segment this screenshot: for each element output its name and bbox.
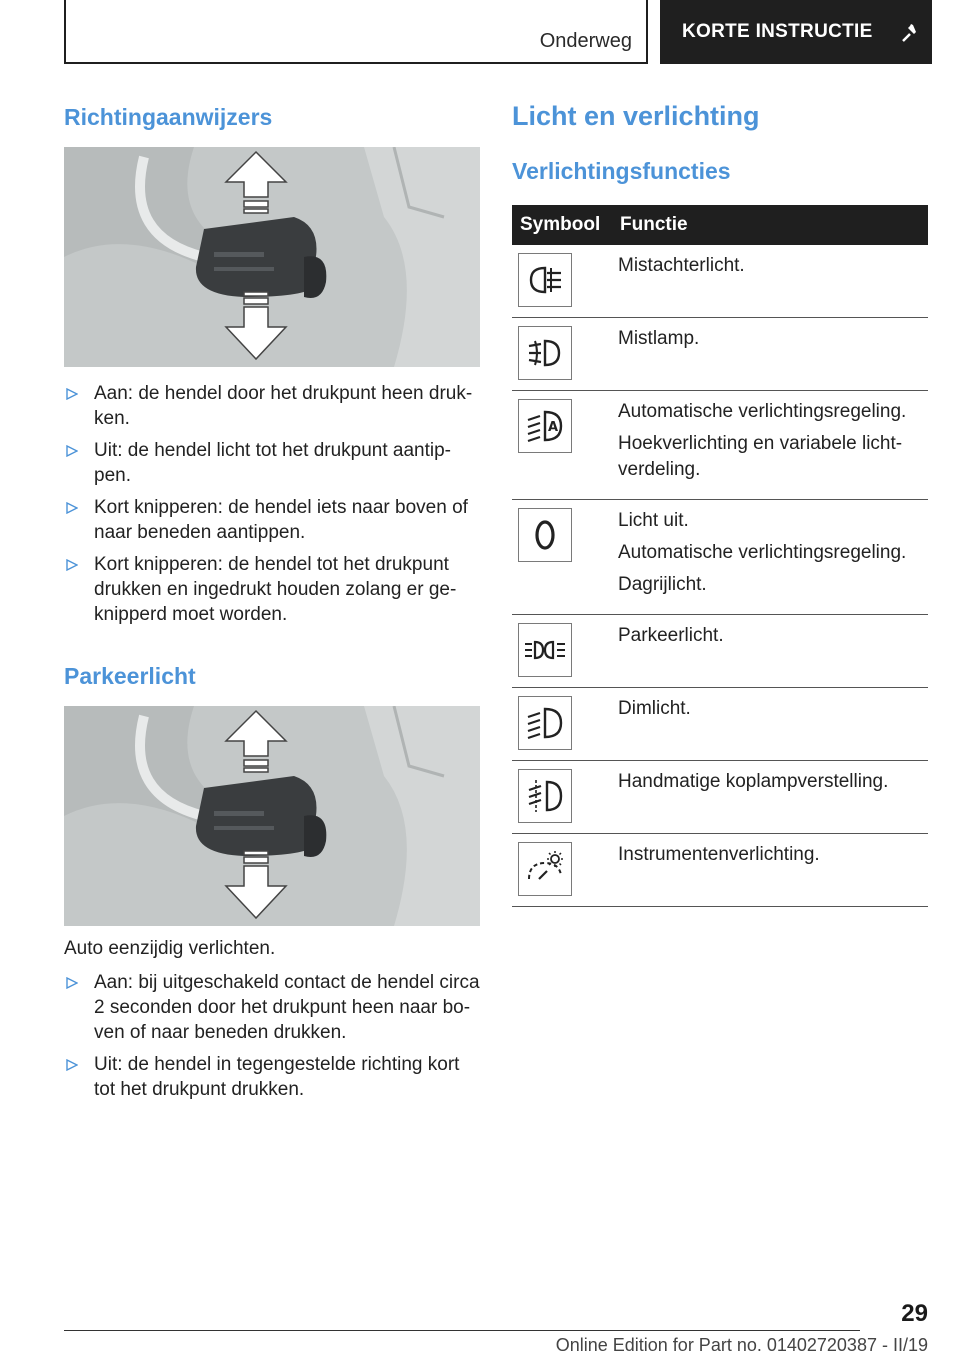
bullet-text: Uit: de hendel in tegengestelde richting kort tot het drukpunt drukken. [94,1054,460,1100]
function-text: Dimlicht. [618,698,691,719]
footer-divider [64,1330,860,1331]
parking-light-heading: Parkeerlicht [64,663,196,689]
table-row [512,500,928,615]
bullet-triangle-icon [66,388,78,400]
list-item [64,438,484,488]
function-text: Parkeerlicht. [618,625,724,646]
bullet-triangle-icon [66,1059,78,1071]
function-text: Hoekverlichting en variabele licht-verdeling. [618,433,903,480]
turn-signal-lever-figure [64,147,480,367]
lighting-heading: Licht en verlichting [512,101,760,131]
chapter-tab-label: KORTE INSTRUCTIE [682,21,873,42]
function-text: Mistlamp. [618,328,700,349]
function-text: Handmatige koplampverstelling. [618,771,889,792]
lighting-functions-table [512,205,928,907]
lighting-functions-subheading: Verlichtingsfuncties [512,158,731,184]
function-text: Automatische verlichtingsregeling. [618,542,907,563]
bullet-text: Kort knipperen: de hendel iets naar boven of naar beneden aantippen. [94,497,468,543]
bullet-triangle-icon [66,502,78,514]
function-text: Licht uit. [618,510,689,531]
chapter-tab[interactable] [660,0,932,64]
list-item [64,1052,484,1102]
low-beam-icon [518,696,572,750]
table-row [512,834,928,907]
table-row [512,615,928,688]
page-number: 29 [901,1300,928,1327]
section-title: Onderweg [539,30,632,52]
edition-note: Online Edition for Part no. 01402720387 - II/19 [555,1335,928,1355]
header-frame [64,0,648,64]
bullet-text: Uit: de hendel licht tot het drukpunt aantip-pen. [94,440,452,486]
table-row [512,688,928,761]
table-row [512,318,928,391]
parking-light-lever-figure [64,706,480,926]
auto-headlight-icon [518,399,572,453]
turn-signals-heading: Richtingaanwijzers [64,104,273,130]
bullet-text: Aan: bij uitgeschakeld contact de hendel circa 2 seconden door het drukpunt heen naar bo-ven of naar beneden drukken. [94,972,480,1043]
bullet-triangle-icon [66,977,78,989]
list-item [64,495,484,545]
list-item [64,381,484,431]
function-text: Mistachterlicht. [618,255,745,276]
table-row [512,245,928,318]
svg-text:A: A [548,420,559,435]
table-row [512,391,928,500]
parking-light-list [64,970,484,1109]
column-header-symbol: Symbool [512,205,612,245]
list-item [64,970,484,1045]
pin-icon [899,21,921,43]
function-text: Instrumentenverlichting. [618,844,820,865]
parking-light-icon [518,623,572,677]
headlight-range-icon [518,769,572,823]
fog-light-icon [518,326,572,380]
function-text: Automatische verlichtingsregeling. [618,401,907,422]
bullet-text: Aan: de hendel door het drukpunt heen druk-ken. [94,383,473,429]
bullet-triangle-icon [66,445,78,457]
bullet-triangle-icon [66,559,78,571]
list-item [64,552,484,627]
parking-light-intro: Auto eenzijdig verlichten. [64,938,276,959]
bullet-text: Kort knipperen: de hendel tot het drukpunt drukken en ingedrukt houden zolang er ge-knipperd moet worden. [94,554,457,625]
table-header-row [512,205,928,245]
column-header-function: Functie [612,205,928,245]
instrument-lighting-icon [518,842,572,896]
lights-off-icon [518,508,572,562]
turn-signals-list [64,381,484,634]
rear-fog-light-icon [518,253,572,307]
function-text: Dagrijlicht. [618,574,707,595]
table-row [512,761,928,834]
